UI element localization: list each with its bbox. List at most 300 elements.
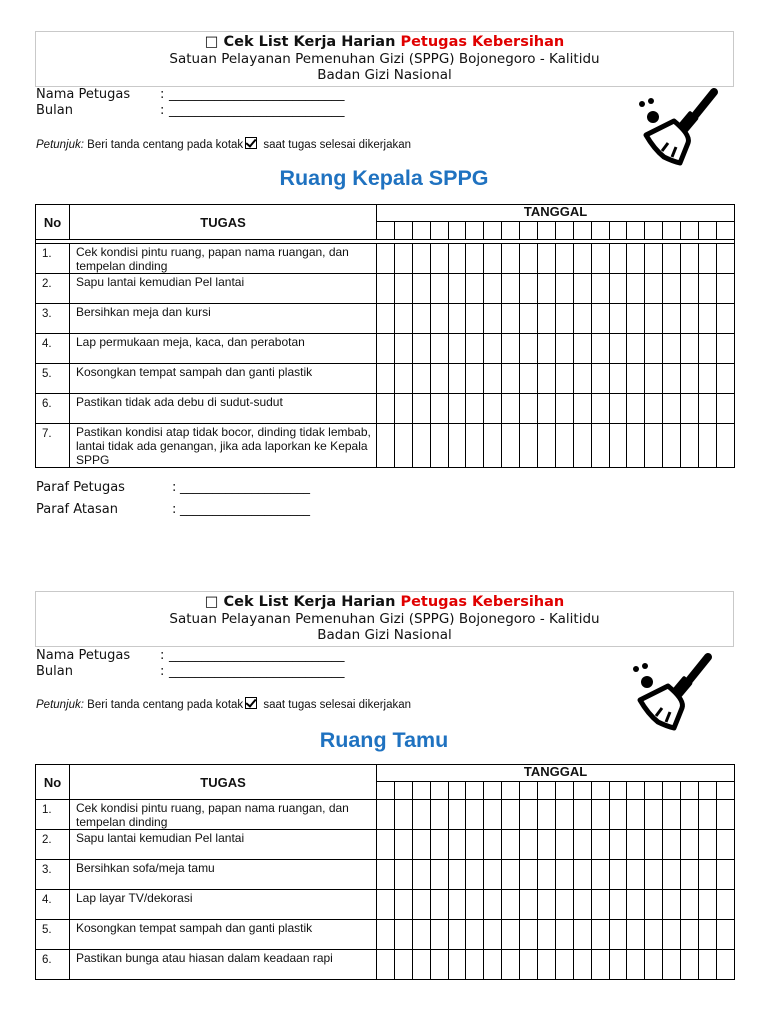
checkbox-cell[interactable] <box>716 860 734 890</box>
date-cell[interactable] <box>484 222 502 240</box>
date-cell[interactable] <box>627 782 645 800</box>
checkbox-cell[interactable] <box>466 424 484 468</box>
checkbox-cell[interactable] <box>448 800 466 830</box>
date-cell[interactable] <box>394 222 412 240</box>
checkbox-cell[interactable] <box>627 274 645 304</box>
checkbox-cell[interactable] <box>377 304 395 334</box>
checkbox-cell[interactable] <box>430 304 448 334</box>
date-cell[interactable] <box>394 782 412 800</box>
checkbox-cell[interactable] <box>663 860 681 890</box>
checkbox-cell[interactable] <box>377 364 395 394</box>
checkbox-cell[interactable] <box>502 424 520 468</box>
checkbox-cell[interactable] <box>555 304 573 334</box>
checkbox-cell[interactable] <box>609 860 627 890</box>
date-cell[interactable] <box>466 782 484 800</box>
checkbox-cell[interactable] <box>573 244 591 274</box>
checkbox-cell[interactable] <box>699 304 717 334</box>
checkbox-cell[interactable] <box>573 950 591 980</box>
checkbox-cell[interactable] <box>484 920 502 950</box>
checkbox-cell[interactable] <box>502 800 520 830</box>
checkbox-cell[interactable] <box>609 244 627 274</box>
checkbox-cell[interactable] <box>591 890 609 920</box>
checkbox-cell[interactable] <box>627 890 645 920</box>
checkbox-cell[interactable] <box>484 424 502 468</box>
checkbox-cell[interactable] <box>663 274 681 304</box>
checkbox-cell[interactable] <box>573 800 591 830</box>
checkbox-cell[interactable] <box>663 424 681 468</box>
checkbox-cell[interactable] <box>520 304 538 334</box>
date-cell[interactable] <box>627 222 645 240</box>
checkbox-cell[interactable] <box>681 304 699 334</box>
checkbox-cell[interactable] <box>716 274 734 304</box>
checkbox-cell[interactable] <box>538 920 556 950</box>
date-cell[interactable] <box>555 782 573 800</box>
checkbox-cell[interactable] <box>555 424 573 468</box>
checkbox-cell[interactable] <box>538 274 556 304</box>
checkbox-cell[interactable] <box>699 920 717 950</box>
checkbox-cell[interactable] <box>430 950 448 980</box>
checkbox-cell[interactable] <box>663 950 681 980</box>
checkbox-cell[interactable] <box>591 244 609 274</box>
checkbox-cell[interactable] <box>699 364 717 394</box>
checkbox-cell[interactable] <box>502 394 520 424</box>
checkbox-cell[interactable] <box>555 394 573 424</box>
date-cell[interactable] <box>520 222 538 240</box>
date-cell[interactable] <box>502 782 520 800</box>
checkbox-cell[interactable] <box>538 830 556 860</box>
date-cell[interactable] <box>430 782 448 800</box>
checkbox-cell[interactable] <box>394 830 412 860</box>
checkbox-cell[interactable] <box>627 800 645 830</box>
checkbox-cell[interactable] <box>716 364 734 394</box>
checkbox-cell[interactable] <box>502 304 520 334</box>
date-cell[interactable] <box>663 782 681 800</box>
checkbox-cell[interactable] <box>681 830 699 860</box>
date-cell[interactable] <box>538 782 556 800</box>
checkbox-cell[interactable] <box>591 304 609 334</box>
checkbox-cell[interactable] <box>555 860 573 890</box>
checkbox-cell[interactable] <box>394 304 412 334</box>
checkbox-cell[interactable] <box>484 364 502 394</box>
checkbox-cell[interactable] <box>627 394 645 424</box>
checkbox-cell[interactable] <box>645 950 663 980</box>
checkbox-cell[interactable] <box>412 364 430 394</box>
checkbox-cell[interactable] <box>716 244 734 274</box>
checkbox-cell[interactable] <box>430 394 448 424</box>
checkbox-cell[interactable] <box>484 274 502 304</box>
checkbox-cell[interactable] <box>520 950 538 980</box>
checkbox-cell[interactable] <box>555 920 573 950</box>
checkbox-cell[interactable] <box>484 860 502 890</box>
checkbox-cell[interactable] <box>377 890 395 920</box>
checkbox-cell[interactable] <box>502 920 520 950</box>
sign-blank[interactable]: ____________________ <box>180 502 310 517</box>
checkbox-cell[interactable] <box>609 424 627 468</box>
sign-blank[interactable]: ____________________ <box>180 480 310 495</box>
checkbox-cell[interactable] <box>520 830 538 860</box>
checkbox-cell[interactable] <box>716 394 734 424</box>
checkbox-cell[interactable] <box>716 424 734 468</box>
checkbox-cell[interactable] <box>412 860 430 890</box>
checkbox-cell[interactable] <box>573 424 591 468</box>
checkbox-cell[interactable] <box>430 244 448 274</box>
field-blank[interactable]: ___________________________ <box>169 87 345 102</box>
checkbox-cell[interactable] <box>609 800 627 830</box>
checkbox-cell[interactable] <box>520 274 538 304</box>
checkbox-cell[interactable] <box>699 800 717 830</box>
checkbox-cell[interactable] <box>663 800 681 830</box>
checkbox-cell[interactable] <box>681 950 699 980</box>
checkbox-cell[interactable] <box>573 890 591 920</box>
checkbox-cell[interactable] <box>394 950 412 980</box>
checkbox-cell[interactable] <box>609 334 627 364</box>
checkbox-cell[interactable] <box>538 364 556 394</box>
checkbox-cell[interactable] <box>645 364 663 394</box>
checkbox-cell[interactable] <box>520 800 538 830</box>
checkbox-cell[interactable] <box>502 950 520 980</box>
checkbox-cell[interactable] <box>538 890 556 920</box>
checkbox-cell[interactable] <box>645 860 663 890</box>
checkbox-cell[interactable] <box>627 244 645 274</box>
checkbox-cell[interactable] <box>394 274 412 304</box>
checkbox-cell[interactable] <box>573 364 591 394</box>
date-cell[interactable] <box>430 222 448 240</box>
checkbox-cell[interactable] <box>502 334 520 364</box>
checkbox-cell[interactable] <box>484 800 502 830</box>
checkbox-cell[interactable] <box>591 274 609 304</box>
checkbox-cell[interactable] <box>466 860 484 890</box>
checkbox-cell[interactable] <box>466 364 484 394</box>
checkbox-cell[interactable] <box>609 920 627 950</box>
date-cell[interactable] <box>448 782 466 800</box>
checkbox-cell[interactable] <box>448 950 466 980</box>
checkbox-cell[interactable] <box>412 244 430 274</box>
checkbox-cell[interactable] <box>681 274 699 304</box>
checkbox-cell[interactable] <box>448 830 466 860</box>
checkbox-cell[interactable] <box>681 334 699 364</box>
checkbox-cell[interactable] <box>663 890 681 920</box>
checkbox-cell[interactable] <box>645 920 663 950</box>
checkbox-cell[interactable] <box>466 274 484 304</box>
checkbox-cell[interactable] <box>573 860 591 890</box>
checkbox-cell[interactable] <box>466 394 484 424</box>
checkbox-cell[interactable] <box>591 920 609 950</box>
checkbox-cell[interactable] <box>520 860 538 890</box>
checkbox-cell[interactable] <box>484 334 502 364</box>
checkbox-cell[interactable] <box>538 860 556 890</box>
checkbox-cell[interactable] <box>448 890 466 920</box>
date-cell[interactable] <box>502 222 520 240</box>
checkbox-cell[interactable] <box>681 394 699 424</box>
checkbox-cell[interactable] <box>448 860 466 890</box>
checkbox-cell[interactable] <box>609 364 627 394</box>
checkbox-cell[interactable] <box>645 274 663 304</box>
checkbox-cell[interactable] <box>394 364 412 394</box>
checkbox-cell[interactable] <box>627 920 645 950</box>
checkbox-cell[interactable] <box>681 860 699 890</box>
checkbox-cell[interactable] <box>448 304 466 334</box>
checkbox-cell[interactable] <box>627 364 645 394</box>
checkbox-cell[interactable] <box>627 830 645 860</box>
date-cell[interactable] <box>377 782 395 800</box>
checkbox-cell[interactable] <box>573 274 591 304</box>
checkbox-cell[interactable] <box>699 244 717 274</box>
checkbox-cell[interactable] <box>699 394 717 424</box>
checkbox-cell[interactable] <box>627 950 645 980</box>
checkbox-cell[interactable] <box>716 334 734 364</box>
checkbox-cell[interactable] <box>412 394 430 424</box>
checkbox-cell[interactable] <box>645 394 663 424</box>
date-cell[interactable] <box>591 782 609 800</box>
date-cell[interactable] <box>716 782 734 800</box>
date-cell[interactable] <box>681 222 699 240</box>
checkbox-cell[interactable] <box>538 334 556 364</box>
checkbox-cell[interactable] <box>377 860 395 890</box>
checkbox-cell[interactable] <box>377 950 395 980</box>
checkbox-cell[interactable] <box>430 920 448 950</box>
checkbox-cell[interactable] <box>555 364 573 394</box>
checkbox-cell[interactable] <box>681 244 699 274</box>
field-blank[interactable]: ___________________________ <box>169 103 345 118</box>
date-cell[interactable] <box>538 222 556 240</box>
checkbox-cell[interactable] <box>627 334 645 364</box>
field-blank[interactable]: ___________________________ <box>169 664 345 679</box>
checkbox-cell[interactable] <box>394 800 412 830</box>
checkbox-cell[interactable] <box>430 334 448 364</box>
checkbox-cell[interactable] <box>448 920 466 950</box>
checkbox-cell[interactable] <box>377 800 395 830</box>
checkbox-cell[interactable] <box>645 334 663 364</box>
checkbox-cell[interactable] <box>448 274 466 304</box>
checkbox-cell[interactable] <box>591 424 609 468</box>
checkbox-cell[interactable] <box>663 244 681 274</box>
checkbox-cell[interactable] <box>394 890 412 920</box>
date-cell[interactable] <box>591 222 609 240</box>
checkbox-cell[interactable] <box>573 304 591 334</box>
date-cell[interactable] <box>645 782 663 800</box>
checkbox-cell[interactable] <box>591 394 609 424</box>
checkbox-cell[interactable] <box>699 860 717 890</box>
checkbox-cell[interactable] <box>394 860 412 890</box>
checkbox-cell[interactable] <box>609 274 627 304</box>
checkbox-cell[interactable] <box>699 950 717 980</box>
checkbox-cell[interactable] <box>591 800 609 830</box>
checkbox-cell[interactable] <box>573 920 591 950</box>
date-cell[interactable] <box>555 222 573 240</box>
field-blank[interactable]: ___________________________ <box>169 648 345 663</box>
checkbox-cell[interactable] <box>394 244 412 274</box>
checkbox-cell[interactable] <box>645 304 663 334</box>
checkbox-cell[interactable] <box>663 830 681 860</box>
checkbox-cell[interactable] <box>412 800 430 830</box>
date-cell[interactable] <box>484 782 502 800</box>
checkbox-cell[interactable] <box>591 830 609 860</box>
date-cell[interactable] <box>645 222 663 240</box>
checkbox-cell[interactable] <box>448 364 466 394</box>
checkbox-cell[interactable] <box>412 274 430 304</box>
checkbox-cell[interactable] <box>681 920 699 950</box>
checkbox-cell[interactable] <box>484 950 502 980</box>
checkbox-cell[interactable] <box>520 424 538 468</box>
checkbox-cell[interactable] <box>716 950 734 980</box>
checkbox-cell[interactable] <box>681 364 699 394</box>
date-cell[interactable] <box>716 222 734 240</box>
checkbox-cell[interactable] <box>663 920 681 950</box>
checkbox-cell[interactable] <box>591 950 609 980</box>
checkbox-cell[interactable] <box>645 244 663 274</box>
checkbox-cell[interactable] <box>377 244 395 274</box>
checkbox-cell[interactable] <box>555 244 573 274</box>
checkbox-cell[interactable] <box>466 920 484 950</box>
checkbox-cell[interactable] <box>394 424 412 468</box>
checkbox-cell[interactable] <box>538 394 556 424</box>
checkbox-cell[interactable] <box>663 304 681 334</box>
checkbox-cell[interactable] <box>412 830 430 860</box>
checkbox-cell[interactable] <box>591 364 609 394</box>
checkbox-cell[interactable] <box>412 334 430 364</box>
checkbox-cell[interactable] <box>681 800 699 830</box>
checkbox-cell[interactable] <box>716 920 734 950</box>
checkbox-cell[interactable] <box>627 424 645 468</box>
checkbox-cell[interactable] <box>716 800 734 830</box>
checkbox-cell[interactable] <box>430 800 448 830</box>
checkbox-cell[interactable] <box>394 334 412 364</box>
checkbox-cell[interactable] <box>716 890 734 920</box>
checkbox-cell[interactable] <box>699 890 717 920</box>
checkbox-cell[interactable] <box>484 244 502 274</box>
date-cell[interactable] <box>466 222 484 240</box>
checkbox-cell[interactable] <box>645 800 663 830</box>
checkbox-cell[interactable] <box>412 304 430 334</box>
checkbox-cell[interactable] <box>716 830 734 860</box>
date-cell[interactable] <box>699 222 717 240</box>
date-cell[interactable] <box>609 782 627 800</box>
date-cell[interactable] <box>681 782 699 800</box>
checkbox-cell[interactable] <box>573 334 591 364</box>
checkbox-cell[interactable] <box>555 334 573 364</box>
checkbox-cell[interactable] <box>394 920 412 950</box>
checkbox-cell[interactable] <box>377 920 395 950</box>
date-cell[interactable] <box>663 222 681 240</box>
checkbox-cell[interactable] <box>609 950 627 980</box>
checkbox-cell[interactable] <box>377 830 395 860</box>
checkbox-cell[interactable] <box>430 860 448 890</box>
checkbox-cell[interactable] <box>466 950 484 980</box>
checkbox-cell[interactable] <box>412 890 430 920</box>
date-cell[interactable] <box>573 222 591 240</box>
checkbox-cell[interactable] <box>466 244 484 274</box>
checkbox-cell[interactable] <box>466 800 484 830</box>
checkbox-cell[interactable] <box>394 394 412 424</box>
checkbox-cell[interactable] <box>502 860 520 890</box>
checkbox-cell[interactable] <box>627 860 645 890</box>
checkbox-cell[interactable] <box>448 424 466 468</box>
checkbox-cell[interactable] <box>555 830 573 860</box>
date-cell[interactable] <box>573 782 591 800</box>
date-cell[interactable] <box>377 222 395 240</box>
checkbox-cell[interactable] <box>412 424 430 468</box>
checkbox-cell[interactable] <box>663 334 681 364</box>
checkbox-cell[interactable] <box>377 274 395 304</box>
checkbox-cell[interactable] <box>430 274 448 304</box>
checkbox-cell[interactable] <box>538 304 556 334</box>
checkbox-cell[interactable] <box>466 890 484 920</box>
checkbox-cell[interactable] <box>538 424 556 468</box>
checkbox-cell[interactable] <box>645 890 663 920</box>
checkbox-cell[interactable] <box>412 950 430 980</box>
checkbox-cell[interactable] <box>377 394 395 424</box>
checkbox-cell[interactable] <box>430 364 448 394</box>
checkbox-cell[interactable] <box>520 920 538 950</box>
checkbox-cell[interactable] <box>377 424 395 468</box>
checkbox-cell[interactable] <box>555 274 573 304</box>
checkbox-cell[interactable] <box>466 304 484 334</box>
checkbox-cell[interactable] <box>448 244 466 274</box>
checkbox-cell[interactable] <box>430 830 448 860</box>
checkbox-cell[interactable] <box>699 274 717 304</box>
checkbox-cell[interactable] <box>591 334 609 364</box>
checkbox-cell[interactable] <box>484 394 502 424</box>
checkbox-cell[interactable] <box>555 950 573 980</box>
checkbox-cell[interactable] <box>609 394 627 424</box>
checkbox-cell[interactable] <box>699 830 717 860</box>
date-cell[interactable] <box>448 222 466 240</box>
checkbox-cell[interactable] <box>681 424 699 468</box>
checkbox-cell[interactable] <box>448 394 466 424</box>
checkbox-cell[interactable] <box>502 244 520 274</box>
checkbox-cell[interactable] <box>520 394 538 424</box>
checkbox-cell[interactable] <box>645 830 663 860</box>
checkbox-cell[interactable] <box>430 890 448 920</box>
checkbox-cell[interactable] <box>699 424 717 468</box>
checkbox-cell[interactable] <box>520 890 538 920</box>
checkbox-cell[interactable] <box>466 830 484 860</box>
checkbox-cell[interactable] <box>645 424 663 468</box>
checkbox-cell[interactable] <box>538 800 556 830</box>
checkbox-cell[interactable] <box>538 950 556 980</box>
checkbox-cell[interactable] <box>520 334 538 364</box>
checkbox-cell[interactable] <box>555 890 573 920</box>
checkbox-cell[interactable] <box>716 304 734 334</box>
date-cell[interactable] <box>520 782 538 800</box>
date-cell[interactable] <box>412 782 430 800</box>
date-cell[interactable] <box>699 782 717 800</box>
date-cell[interactable] <box>412 222 430 240</box>
checkbox-cell[interactable] <box>520 244 538 274</box>
checkbox-cell[interactable] <box>502 364 520 394</box>
checkbox-cell[interactable] <box>484 890 502 920</box>
checkbox-cell[interactable] <box>609 890 627 920</box>
checkbox-cell[interactable] <box>484 830 502 860</box>
checkbox-cell[interactable] <box>591 860 609 890</box>
checkbox-cell[interactable] <box>609 304 627 334</box>
checkbox-cell[interactable] <box>663 394 681 424</box>
checkbox-cell[interactable] <box>448 334 466 364</box>
checkbox-cell[interactable] <box>627 304 645 334</box>
checkbox-cell[interactable] <box>502 890 520 920</box>
checkbox-cell[interactable] <box>555 800 573 830</box>
checkbox-cell[interactable] <box>538 244 556 274</box>
date-cell[interactable] <box>609 222 627 240</box>
checkbox-cell[interactable] <box>681 890 699 920</box>
checkbox-cell[interactable] <box>573 830 591 860</box>
checkbox-cell[interactable] <box>377 334 395 364</box>
checkbox-cell[interactable] <box>699 334 717 364</box>
checkbox-cell[interactable] <box>502 830 520 860</box>
checkbox-cell[interactable] <box>573 394 591 424</box>
checkbox-cell[interactable] <box>520 364 538 394</box>
checkbox-cell[interactable] <box>430 424 448 468</box>
